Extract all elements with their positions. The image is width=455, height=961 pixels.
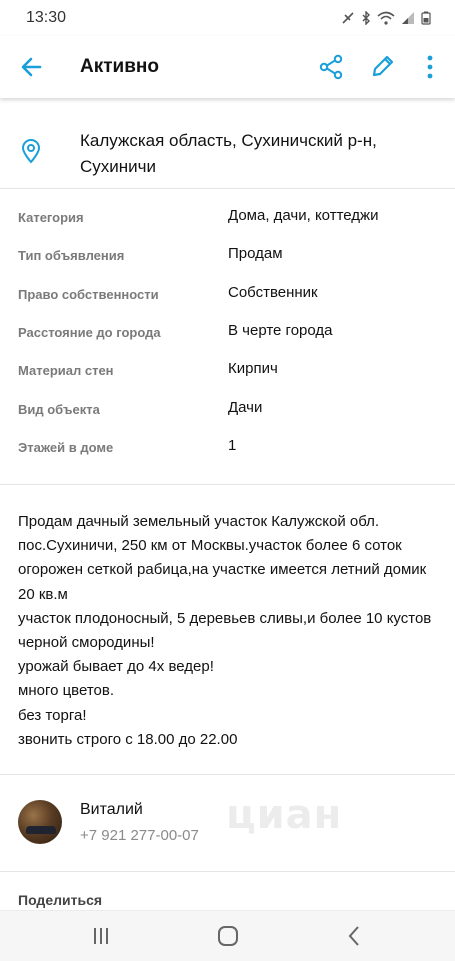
location-section — [0, 110, 455, 189]
detail-label: Право собственности — [18, 287, 159, 302]
more-vertical-icon[interactable] — [420, 53, 440, 81]
pencil-icon[interactable] — [370, 53, 396, 79]
seller-phone[interactable]: +7 921 277-00-07 — [80, 827, 199, 844]
divider — [0, 774, 455, 775]
detail-value: Кирпич — [228, 360, 278, 377]
back-chevron-icon[interactable] — [342, 923, 368, 949]
share-section-title[interactable]: Поделиться — [18, 892, 103, 908]
detail-row-object-type — [0, 390, 455, 428]
details-list — [0, 198, 455, 485]
back-arrow-icon[interactable] — [18, 53, 46, 81]
detail-label: Этажей в доме — [18, 440, 114, 455]
signal-icon — [401, 11, 415, 25]
detail-row-floors — [0, 428, 455, 466]
detail-value: 1 — [228, 437, 237, 454]
address-text: Калужская область, Сухиничский р-н, Сухиничи — [80, 131, 377, 176]
detail-value: В черте города — [228, 322, 333, 339]
cian-watermark: циан — [226, 792, 343, 838]
map-pin-icon — [20, 138, 42, 164]
detail-value: Продам — [228, 245, 283, 262]
detail-label: Тип объявления — [18, 248, 125, 263]
recent-apps-icon[interactable] — [88, 923, 114, 949]
battery-icon — [421, 11, 431, 25]
detail-value: Собственник — [228, 284, 318, 301]
detail-label: Расстояние до города — [18, 325, 161, 340]
detail-row-ad-type — [0, 236, 455, 274]
mute-icon — [341, 11, 355, 25]
system-nav-bar — [0, 910, 455, 961]
detail-label: Материал стен — [18, 363, 114, 378]
status-time: 13:30 — [26, 9, 67, 26]
detail-label: Категория — [18, 210, 84, 225]
detail-value: Дома, дачи, коттеджи — [228, 207, 379, 224]
page-title: Активно — [80, 56, 159, 77]
detail-row-distance — [0, 313, 455, 351]
detail-value: Дачи — [228, 399, 263, 416]
seller-name: Виталий — [80, 801, 143, 818]
share-icon[interactable] — [318, 54, 344, 80]
status-icons — [341, 11, 431, 25]
wifi-icon — [377, 11, 395, 25]
detail-row-ownership — [0, 275, 455, 313]
detail-row-category — [0, 198, 455, 236]
avatar — [18, 800, 62, 844]
divider — [0, 871, 455, 872]
detail-row-wall-material — [0, 351, 455, 389]
description-text: Продам дачный земельный участок Калужской обл. пос.Сухиничи, 250 км от Москвы.участок более 6 соток огорожен сеткой рабица,на участке имеется летний домик 20 кв.м участок плодоносный, 5 деревьев сливы,и более 10 кустов черной смородины! урожай бывает до 4х ведер! много цветов. без торга! звонить строго с 18.00 до 22.00 — [18, 513, 432, 748]
detail-label: Вид объекта — [18, 402, 100, 417]
app-bar — [0, 36, 455, 98]
bluetooth-icon — [361, 11, 371, 25]
status-bar — [0, 0, 455, 36]
home-icon[interactable] — [215, 923, 241, 949]
